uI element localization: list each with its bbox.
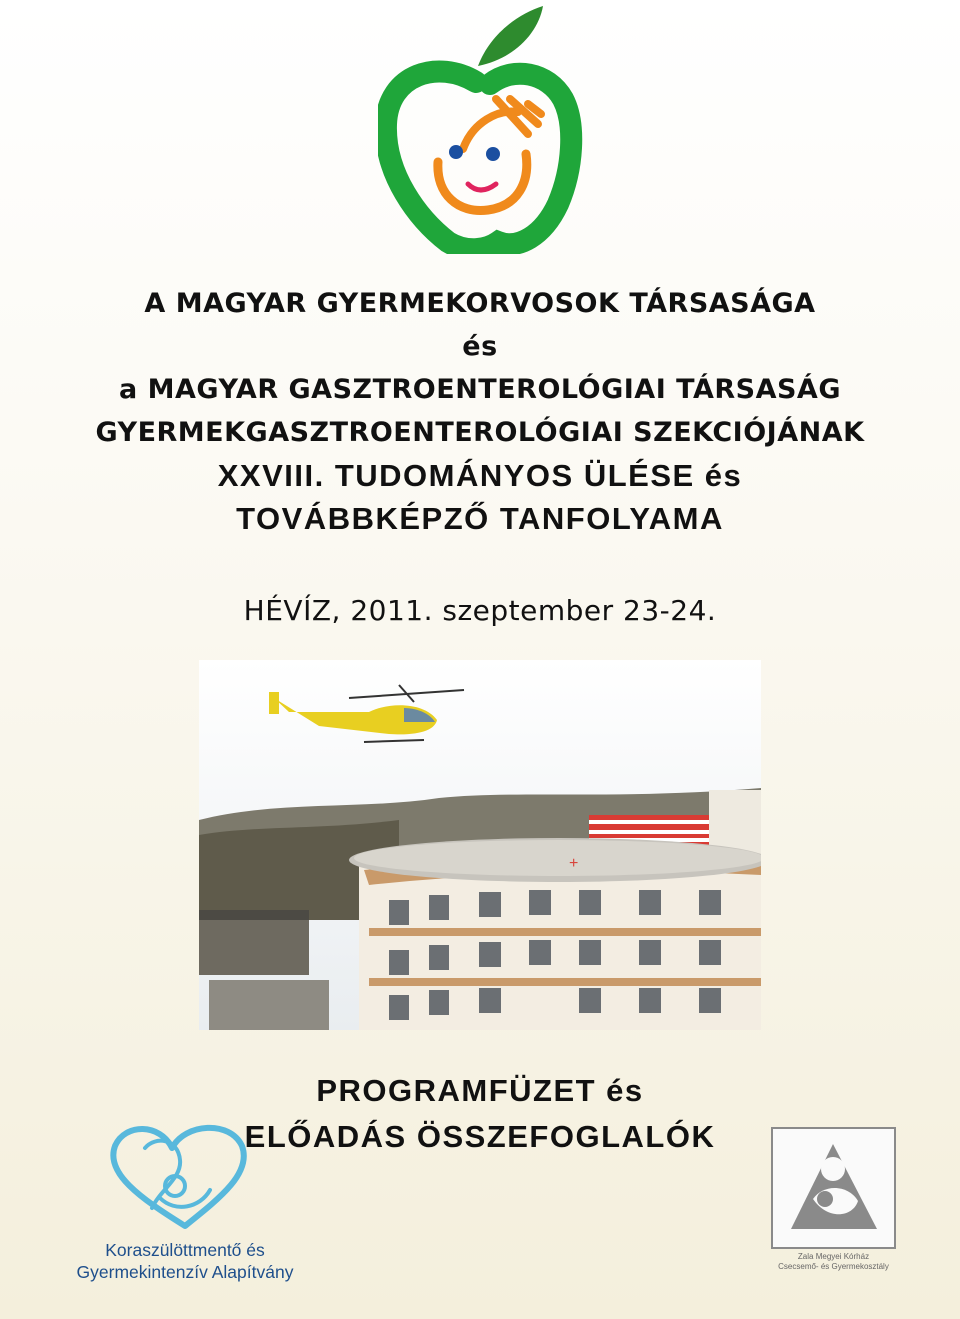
hospital-name-line-1: Zala Megyei Kórház [797, 1252, 870, 1261]
title-line-5: XXVIII. TUDOMÁNYOS ÜLÉSE és [217, 458, 743, 493]
foundation-name-line-1: Koraszülöttmentő és [105, 1240, 265, 1260]
hospital-helicopter-photo [199, 660, 761, 1030]
title-line-4: GYERMEKGASZTROENTEROLÓGIAI SZEKCIÓJÁNAK [95, 417, 865, 448]
event-date: HÉVÍZ, 2011. szeptember 23-24. [243, 594, 717, 627]
program-title-line-1: PROGRAMFÜZET és [316, 1073, 644, 1108]
hospital-department-logo [771, 1127, 896, 1277]
heart-mother-child-icon [60, 1118, 310, 1238]
title-line-2: és [462, 331, 498, 362]
logo-frame [771, 1127, 896, 1249]
svg-text:+: + [569, 855, 579, 872]
title-line-3: a MAGYAR GASZTROENTEROLÓGIAI TÁRSASÁG [119, 374, 841, 405]
foundation-logo [60, 1118, 310, 1288]
face-outline [438, 154, 527, 211]
title-block [0, 282, 960, 540]
title-line-1: A MAGYAR GYERMEKORVOSOK TÁRSASÁGA [144, 288, 816, 319]
title-line-6: TOVÁBBKÉPZŐ TANFOLYAMA [236, 501, 724, 536]
hospital-name-line-2: Csecsemő- és Gyermekosztály [778, 1262, 889, 1271]
left-eye-icon [449, 145, 463, 159]
mouth-icon [468, 184, 496, 190]
program-title-line-2: ELŐADÁS ÖSSZEFOGLALÓK [244, 1119, 716, 1154]
apple-face-logo [378, 4, 583, 254]
mother-child-icon [773, 1129, 894, 1247]
foundation-name-line-2: Gyermekintenzív Alapítvány [76, 1262, 294, 1282]
apple-outline [386, 71, 571, 249]
hair-icon [463, 99, 541, 149]
leaf-icon [478, 6, 543, 66]
right-eye-icon [486, 147, 500, 161]
